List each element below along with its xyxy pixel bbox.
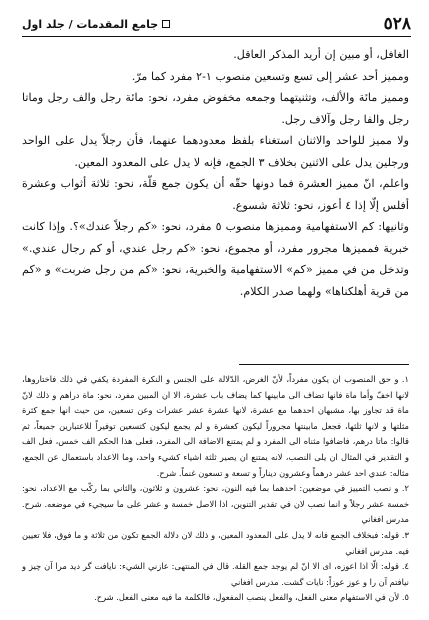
- page-header: [22, 12, 411, 37]
- footnotes: [22, 372, 409, 606]
- running-title: [22, 18, 170, 31]
- square-icon: [162, 20, 170, 28]
- paragraph: ولا مميز للواحد والاثنان استغناء بلفظ معدودهما عنهما، فأن رجلاً يدل على الواحد ورجلين يدل على الاثنين بخلاف ٣ الجمع، فإنه لا يدل على المعدود المعين.: [22, 134, 409, 169]
- footnote: ١. و حق المنصوب ان يكون مفرداً، لأنّ الغرض، الدّلالة على الجنس و النكرة المفردة يكفي في ذلك فاختاروها، لانها اخفّ وأما ماة فانها تضاف الى مابينها كما يضاف باب عشرة، الا ان المبين مفرد، نحو: ماة دراهم و ذلك لانّ ماة قد تجاوز بها، مشبهان احدهما مع عشرة، لانها عشرة عشر عشرات وعن تسعين، من حيث انها جمع كثرة مثلتها و لانها ثلثها، فجعل مابينتها مجروراً ليكون كعشرة و لم يجمع ليكون كتسعين توفيراً للاعتبارين جميعاً، ثم قالوا: ماتا درهم، فاضافوا مثناه الى المفرد و لم يمتنع الاضافة الى المفرد، فعلى هذا الحكم الف خمس، فعل الف و التقدير في المثال ان يلى النصب، لانه يمتنع ان يصير ثلثة اشياء كشيء واحد، وما الاعداد باستعمال عن الجمع، مثاله: عندي احد عشر درهماً وعشرون ديناراً و تسعة و تسعون غنماً. شرح.: [22, 374, 409, 478]
- footnote: ٢. و نصب التمييز في موضعين: احدهما بما فيه النون، نحو: عشرون و ثلاثون، والثاني بما ركّب مع الاعداد، نحو: خمسة عشر رجلاً و انما نصب لان في تقدير التنوين، اذا الاصل خمسة و عشر على ما سيجيء في موضعه. شرح. مدرس افغاني: [22, 483, 409, 525]
- paragraph: الغافل، أو مبين إن أريد المذكر العاقل.: [233, 48, 409, 61]
- main-text: [22, 44, 409, 302]
- paragraph: ومميز أحد عشر إلى تسع وتسعين منصوب ١-٢ مفرد كما مرّ.: [131, 69, 409, 83]
- paragraph: واعلم، انّ مميز العشرة فما دونها حقّه أن يكون جمع قلّة، نحو: ثلاثة أثواب وعشرة أفلس إلّا إذا ٤ أعوز، نحو: ثلاثة شسوع.: [22, 177, 409, 212]
- footnote-divider: [239, 364, 409, 365]
- paragraph: ومميز مائة والألف، وتثنيتهما وجمعه مخفوض مفرد، نحو: مائة رجل والف رجل وماتا رجل والفا رجل وآلاف رجل.: [22, 91, 409, 126]
- footnote: ٥. لأن في الاستفهام معنى الفعل، والفعل ينصب المفعول، فالكلمة ما فيه معنى الفعل. شرح.: [94, 592, 409, 603]
- page-number: ٥٢٨: [383, 14, 411, 34]
- footnote: ٤. قوله: الّا اذا اعوزه، اى الا انّ لم يوجد جمع القلة. قال في المنتهى: عازني الشيء: نايافت گر ديد مرا آن چيز و نيافتم آن را و عوز عوزاً: نايات گشت. مدرس افغاني: [22, 561, 409, 587]
- paragraph: وثانيها: كم الاستفهامية ومميزها منصوب ٥ مفرد، نحو: «كم رجلاً عندك»؟. وإذا كانت خبرية فمميزها مجرور مفرد، أو مجموع، نحو: «كم رجل عندي، أو كم رجال عندي.» وتدخل من في مميز «كم» الاستفهامية والخبرية، نحو: «كم من رجل ضربت» و «كم من قرية أهلكناها» ولهما صدر الكلام.: [22, 220, 409, 298]
- running-title-text: جامع المقدمات / جلد اول: [22, 17, 159, 31]
- footnote: ٣. قوله: فبخلاف الجمع فانه لا يدل على المعدود المعين، و ذلك لان دلالة الجمع تكون من ثلاثة و ما فوق، فلا تعيين فيه. مدرس افغاني: [22, 529, 409, 556]
